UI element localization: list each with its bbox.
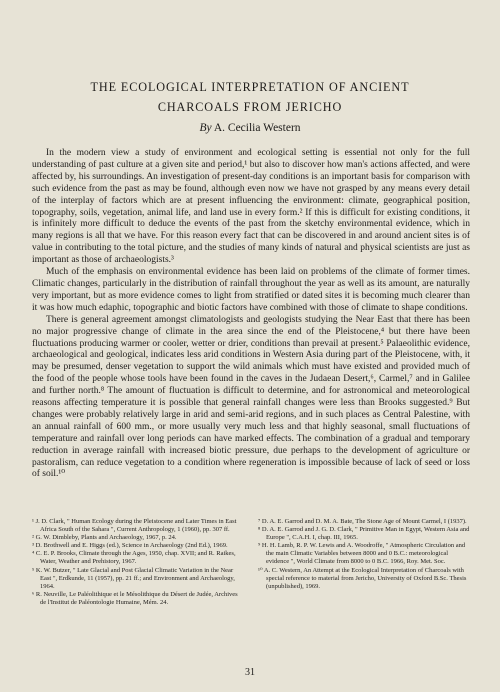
footnotes-right-column: [258, 518, 470, 607]
footnote-3: ³ D. Brothwell and E. Higgs (ed.), Science in Archaeology (2nd Ed.), 1969.: [32, 542, 228, 550]
body-paragraph-3: There is general agreement amongst climatologists and geologists studying the Near East that there has been no major progressive change of climate in the area since the end of the Pleistocene,⁴ but there have been fluctuations producing warmer or cooler, wetter or drier, conditions than prevail at present.⁵ Palaeolithic evidence, archaeological and geological, indicates less arid conditions in Western Asia during part of the Pleistocene, with, it may be presumed, denser vegetation to support the wild animals which must have existed and provided much of the food of the people whose tools have been found in the caves in the Judaean Desert,⁶, Carmel,⁷ and in Galilee and further north.⁸ The amount of fluctuation is difficult to determine, and for astronomical and meteorological reasons affecting temperature it is possible that general rainfall changes were less than Brooks suggested.⁹ But changes were probably relatively large in arid and semi-arid regions, and in such places as Central Palestine, with an annual rainfall of 600 mm., or more usually very much less and that highly seasonal, small fluctuations of temperature and rainfall over long periods can have marked effects. The combination of a gradual and temporary reduction in average rainfall with increased biotic pressure, due perhaps to the development of agriculture or pastoralism, can reduce vegetation to a condition where regeneration is impossible because of lack of seed or loss of soil.¹⁰: [32, 314, 470, 480]
author-name: A. Cecilia Western: [213, 122, 301, 134]
title-line-2: CHARCOALS FROM JERICHO: [157, 100, 343, 114]
page-number: 31: [245, 667, 255, 678]
body-paragraph-1: In the modern view a study of environment and ecological setting is essential not only for the full understanding of past culture at a given site and period,¹ but also to discover how man's actions affected, and were affected by, his surroundings. An investigation of present-day conditions is an important basis for comparison with such evidence from the past as may be found, although even now we have not grasped by any means every detail of the interplay of factors which are at present influencing the environment: climate, geographical position, topography, soils, vegetation, animal life, and land use in every form.² If this is difficult for existing conditions, it is infinitely more difficult to deduce the events of the past from the sketchy environmental evidence, which in many regions is all that we have. For this reason every fact that can be discovered in and around ancient sites is of value in contributing to the total picture, and the studies of many kinds of natural and physical scientists are just as important as those of archaeologists.³: [32, 148, 470, 266]
footnote-8: ⁸ D. A. E. Garrod and J. G. D. Clark, " Primitive Man in Egypt, Western Asia and Europe ", C.A.H. I, chap. III, 1965.: [258, 526, 470, 542]
author-by: By: [199, 122, 212, 134]
footnote-9: ⁹ H. H. Lamb, R. P. W. Lewis and A. Woodroffe, " Atmospheric Circulation and the main Climatic Variables between 8000 and 0 B.C.: meteorological evidence ", World Climate from 8000 to 0 B.C. 1966, Roy. Met. Soc.: [258, 542, 466, 566]
footnote-10: ¹⁰ A. C. Western, An Attempt at the Ecological Interpretation of Charcoals with special reference to material from Jericho, University of Oxford B.Sc. Thesis (unpublished), 1969.: [258, 566, 467, 590]
footnotes: [32, 518, 470, 607]
footnote-1: ¹ J. D. Clark, " Human Ecology during the Pleistocene and Later Times in East Africa South of the Sahara ", Current Anthropology, 1 (1960), pp. 307 ff.: [32, 518, 237, 534]
article-body: [32, 148, 470, 481]
footnote-4: ⁴ C. E. P. Brooks, Climate through the Ages, 1950, chap. XVII; and R. Raikes, Water, Weather and Prehistory, 1967.: [32, 550, 236, 566]
footnote-2: ² G. W. Dimbleby, Plants and Archaeology, 1967, p. 24.: [32, 534, 177, 542]
footnotes-left-column: [32, 518, 244, 607]
footnote-6: ⁶ R. Neuville, Le Paléolithique et le Mésolithique du Désert de Judée, Archives de l'Institut de Paléontologie Humaine, Mém. 24.: [32, 590, 238, 606]
footnote-7: ⁷ D. A. E. Garrod and D. M. A. Bate, The Stone Age of Mount Carmel, I (1937).: [258, 518, 467, 525]
title-line-1: THE ECOLOGICAL INTERPRETATION OF ANCIENT: [90, 80, 410, 94]
author-line: [40, 122, 460, 134]
article-title: [40, 77, 460, 117]
body-paragraph-2: Much of the emphasis on environmental evidence has been laid on problems of the climate of former times. Climatic changes, particularly in the distribution of rainfall throughout the year as well as its amount, are naturally very important, but as more evidence comes to light from stratified or dated sites it is becoming much clearer than it was how much edaphic, topographic and biotic factors have combined with those of climate to shape conditions.: [32, 267, 470, 313]
footnote-5: ⁵ K. W. Butzer, " Late Glacial and Post Glacial Climatic Variation in the Near East ", Erdkunde, 11 (1957), pp. 21 ff.; and Environment and Archaeology, 1964.: [32, 566, 235, 590]
